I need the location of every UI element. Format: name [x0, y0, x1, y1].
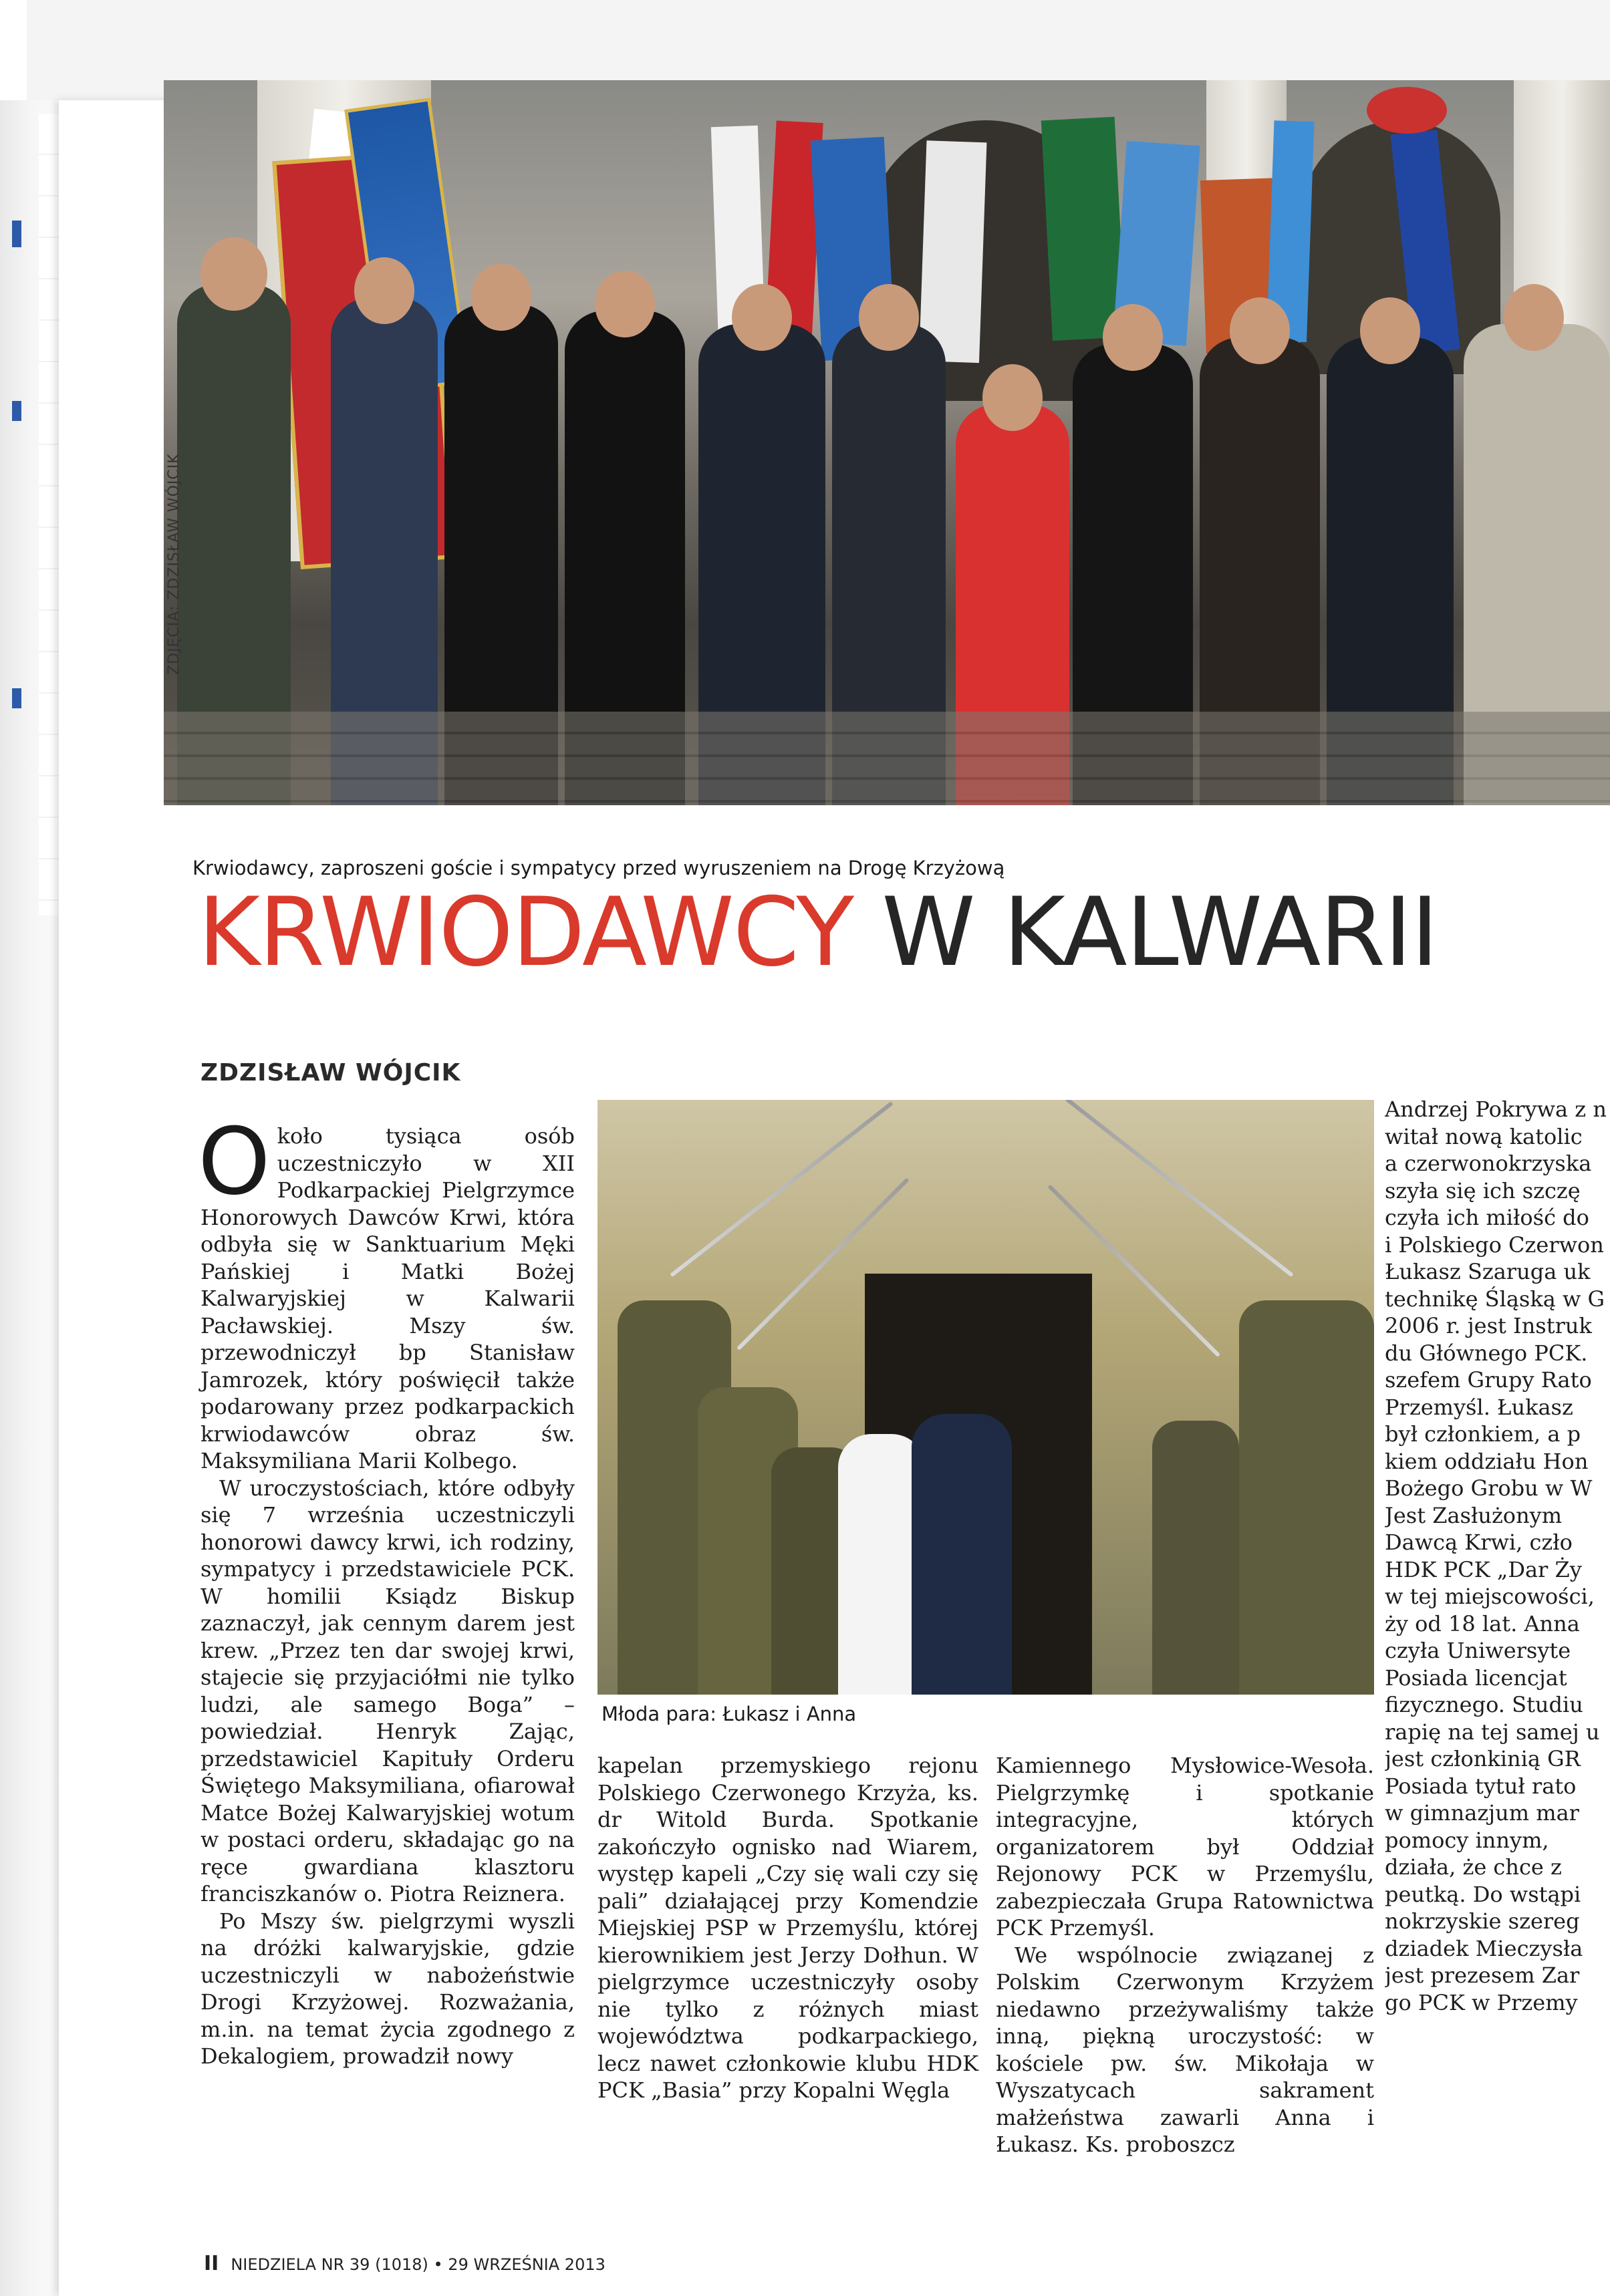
column-4-line: kiem oddziału Hon: [1385, 1448, 1589, 1474]
page-number: II: [204, 2252, 219, 2275]
headline-dark-part: W KALWARII: [882, 877, 1438, 988]
blue-edge-mark: [12, 688, 21, 708]
column-4-line: Posiada licencjat: [1385, 1665, 1567, 1691]
column-4-line: Andrzej Pokrywa z n: [1385, 1097, 1607, 1122]
paragraph: W uroczystościach, które odbyły się 7 września uczestniczyli honorowi dawcy krwi, ich rodziny, sympatycy i przedstawiciele PCK. W homilii Ksiądz Biskup zaznaczył, jak cennym darem jest krew. „Przez ten dar swojej krwi, stajecie się przyjaciółmi nie tylko ludzi, ale samego Boga” – powiedział. Henryk Zając, przedstawiciel Kapituły Orderu Świętego Maksymiliana, ofiarował Matce Bożej Kalwaryjskiej wotum w postaci orderu, składając go na ręce gwardiana klasztoru franciszkanów o. Piotra Reiznera.: [200, 1475, 575, 1906]
column-4-line: Łukasz Szaruga uk: [1385, 1259, 1591, 1284]
blue-edge-mark: [12, 221, 21, 247]
column-4-line: 2006 r. jest Instruk: [1385, 1313, 1592, 1338]
photo-credit: ZDJĘCIA: ZDZISŁAW WÓJCIK: [166, 453, 182, 675]
column-4-line: peutką. Do wstąpi: [1385, 1881, 1581, 1907]
article-column-3: [996, 1752, 1374, 2158]
soldier: [1152, 1421, 1239, 1695]
top-photo-caption: Krwiodawcy, zaproszeni goście i sympatycy przed wyruszeniem na Drogę Krzyżową: [192, 857, 1005, 879]
column-4-line: jest członkinią GR: [1385, 1746, 1581, 1771]
sabre: [1065, 1100, 1294, 1277]
column-4-line: dziadek Mieczysła: [1385, 1935, 1583, 1961]
column-4-line: czyła Uniwersyte: [1385, 1638, 1571, 1663]
drop-cap: O: [198, 1108, 271, 1215]
column-4-line: a czerwonokrzyska: [1385, 1151, 1592, 1176]
paragraph: We wspólnocie związanej z Polskim Czerwonym Krzyżem niedawno przeżywaliśmy także inną, piękną uroczystość: w kościele pw. św. Mikołaja w Wyszatycach sakrament małżeństwa zawarli Anna i Łukasz. Ks. proboszcz: [996, 1942, 1374, 2157]
column-4-line: Jest Zasłużonym: [1385, 1502, 1563, 1528]
column-4-line: HDK PCK „Dar Ży: [1385, 1556, 1582, 1582]
column-4-line: nokrzyskie szereg: [1385, 1908, 1580, 1934]
column-4-line: Posiada tytuł rato: [1385, 1773, 1577, 1799]
column-4-line: witał nową katolic: [1385, 1123, 1583, 1149]
column-4-line: i Polskiego Czerwon: [1385, 1232, 1604, 1258]
column-4-line: Bożego Grobu w W: [1385, 1475, 1593, 1501]
column-4-line: w tej miejscowości,: [1385, 1584, 1595, 1609]
flower-box: [1367, 87, 1447, 134]
column-4-line: czyła ich miłość do: [1385, 1205, 1589, 1230]
headline: [198, 877, 1438, 988]
column-4-line: jest prezesem Zar: [1385, 1963, 1580, 1988]
author-byline: ZDZISŁAW WÓJCIK: [200, 1059, 461, 1087]
column-4-line: du Głównego PCK.: [1385, 1340, 1588, 1366]
flag: [919, 140, 986, 363]
article-column-2: [597, 1752, 978, 2104]
headline-red-part: KRWIODAWCY: [198, 877, 853, 988]
column-4-line: szyła się ich szczę: [1385, 1177, 1581, 1203]
soldier: [1239, 1300, 1374, 1695]
blue-edge-mark: [12, 401, 21, 421]
column-4-line: fizycznego. Studiu: [1385, 1692, 1583, 1717]
wedding-photo: [597, 1100, 1374, 1695]
column-4-line: rapię na tej samej u: [1385, 1719, 1600, 1745]
sabre: [670, 1101, 894, 1277]
paragraph: Kamiennego Mysłowice-Wesoła. Pielgrzymkę i spotkanie integracyjne, których organizatorem był Oddział Rejonowy PCK w Przemyślu, zabezpieczała Grupa Ratownictwa PCK Przemyśl.: [996, 1753, 1374, 1941]
column-4-line: go PCK w Przemy: [1385, 1989, 1578, 2015]
group-photo: [164, 80, 1610, 805]
groom: [912, 1414, 1012, 1695]
lead-paragraph: Około tysiąca osób uczestniczyło w XII Podkarpackiej Pielgrzymce Honorowych Dawców Krwi, która odbyła się w Sanktuarium Męki Pańskiej i Matki Bożej Kalwaryjskiej w Kalwarii Pacławskiej. Mszy św. przewodniczył bp Stanisław Jamrozek, który poświęcił także podarowany przez podkarpackich krwiodawców obraz św. Maksymiliana Marii Kolbego.: [198, 1108, 575, 1473]
stone-steps: [164, 712, 1610, 805]
column-4-line: działa, że chce z: [1385, 1854, 1562, 1880]
column-4-line: Dawcą Krwi, czło: [1385, 1530, 1573, 1555]
column-4-line: pomocy innym,: [1385, 1827, 1549, 1853]
paragraph: Po Mszy św. pielgrzymi wyszli na dróżki kalwaryjskie, gdzie uczestniczyli w nabożeństwie Drogi Krzyżowej. Rozważania, m.in. na temat życia zgodnego z Dekalogiem, prowadził nowy: [200, 1908, 575, 2069]
banner-green: [1041, 117, 1126, 341]
paragraph: kapelan przemyskiego rejonu Polskiego Czerwonego Krzyża, ks. dr Witold Burda. Spotkanie zakończyło ognisko nad Wiarem, występ kapeli „Czy się wali czy się pali” działającej przy Komendzie Miejskiej PSP w Przemyślu, której kierownikiem jest Jerzy Dołhun. W pielgrzymce uczestniczyły osoby nie tylko z różnych miast województwa podkarpackiego, lecz nawet członkowie klubu HDK PCK „Basia” przy Kopalni Węgla: [597, 1753, 978, 2103]
wedding-photo-caption: Młoda para: Łukasz i Anna: [601, 1703, 857, 1725]
column-4-line: Przemyśl. Łukasz: [1385, 1394, 1573, 1420]
column-4-line: był członkiem, a p: [1385, 1421, 1581, 1447]
column-4-line: technikę Śląską w G: [1385, 1286, 1605, 1312]
article-column-4: [1385, 1096, 1610, 2016]
column-4-line: szefem Grupy Rato: [1385, 1367, 1592, 1393]
column-4-line: ży od 18 lat. Anna: [1385, 1610, 1580, 1636]
article-column-1: [198, 1108, 575, 2070]
issue-info: NIEDZIELA NR 39 (1018) • 29 WRZEŚNIA 2013: [231, 2255, 606, 2274]
column-4-line: w gimnazjum mar: [1385, 1800, 1579, 1826]
page-footer: [204, 2252, 606, 2275]
